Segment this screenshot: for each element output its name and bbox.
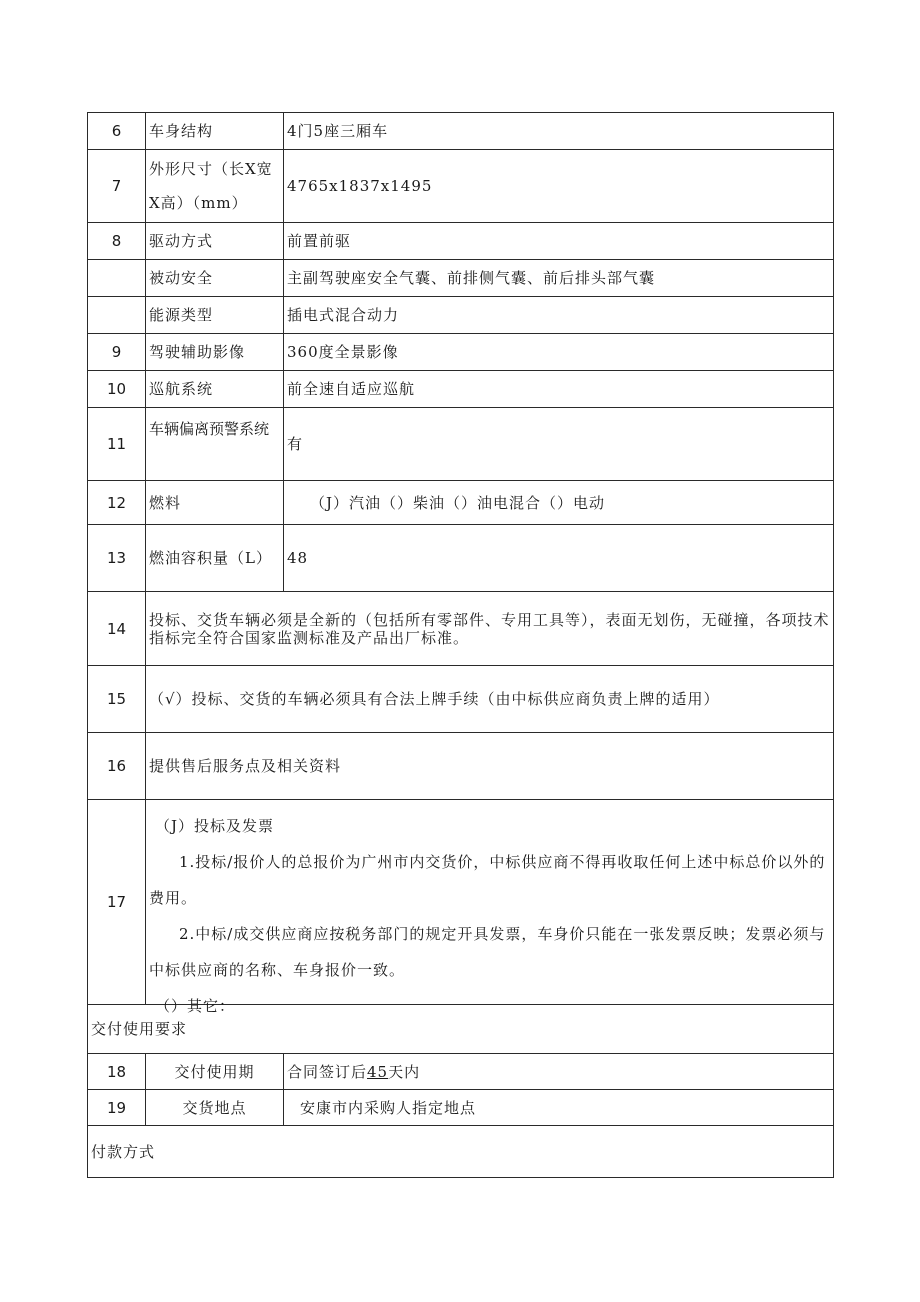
row-number: 13 xyxy=(88,525,146,592)
row-value: （J）汽油（）柴油（）油电混合（）电动 xyxy=(284,481,834,525)
row-number: 14 xyxy=(88,592,146,666)
row-number: 18 xyxy=(88,1054,146,1090)
row-number: 12 xyxy=(88,481,146,525)
row-value: 有 xyxy=(284,408,834,481)
row-label: 交货地点 xyxy=(146,1090,284,1126)
row-number: 6 xyxy=(88,113,146,150)
row-label: 车身结构 xyxy=(146,113,284,150)
row-value: 360度全景影像 xyxy=(284,334,834,371)
row-label: 被动安全 xyxy=(146,260,284,297)
table-row xyxy=(88,297,834,334)
table-row xyxy=(88,408,834,481)
table-row xyxy=(88,113,834,150)
row-value: 48 xyxy=(284,525,834,592)
invoice-heading: （J）投标及发票 xyxy=(155,817,275,835)
row-number xyxy=(88,297,146,334)
row-number: 10 xyxy=(88,371,146,408)
table-row xyxy=(88,260,834,297)
delivery-period-suffix: 天内 xyxy=(388,1062,421,1081)
table-row xyxy=(88,334,834,371)
row-number: 17 xyxy=(88,800,146,1005)
delivery-location-value: 安康市内采购人指定地点 xyxy=(284,1090,834,1126)
row-label: 驱动方式 xyxy=(146,223,284,260)
delivery-period-prefix: 合同签订后 xyxy=(287,1062,368,1081)
invoice-other: （）其它： xyxy=(155,997,236,1015)
row-value: 前全速自适应巡航 xyxy=(284,371,834,408)
row-label: 巡航系统 xyxy=(146,371,284,408)
row-label: 燃油容积量（L） xyxy=(146,525,284,592)
row-label: 驾驶辅助影像 xyxy=(146,334,284,371)
row-value: 4门5座三厢车 xyxy=(284,113,834,150)
row-label: 燃料 xyxy=(146,481,284,525)
row-number: 19 xyxy=(88,1090,146,1126)
table-row xyxy=(88,525,834,592)
invoice-requirements xyxy=(146,800,834,1015)
table-row xyxy=(88,223,834,260)
row-value: 主副驾驶座安全气囊、前排侧气囊、前后排头部气囊 xyxy=(284,260,834,297)
table-row xyxy=(88,150,834,223)
row-number: 9 xyxy=(88,334,146,371)
spec-table xyxy=(87,112,834,1178)
section-delivery-title: 交付使用要求 xyxy=(88,1005,834,1054)
table-row xyxy=(88,592,834,666)
delivery-period-days: 45 xyxy=(367,1062,389,1081)
row-value: 插电式混合动力 xyxy=(284,297,834,334)
row-number xyxy=(88,260,146,297)
table-row xyxy=(88,481,834,525)
invoice-clause-2: 2.中标/成交供应商应按税务部门的规定开具发票，车身价只能在一张发票反映；发票必须与中标供应商的名称、车身报价一致。 xyxy=(149,925,826,979)
row-value: 4765x1837x1495 xyxy=(284,150,834,223)
row-number: 7 xyxy=(88,150,146,223)
table-row xyxy=(88,666,834,733)
row-label: 外形尺寸（长X宽X高）（mm） xyxy=(146,150,284,223)
row-label: 车辆偏离预警系统 xyxy=(146,408,284,481)
requirement-text: （√）投标、交货的车辆必须具有合法上牌手续（由中标供应商负责上牌的适用） xyxy=(146,666,834,733)
row-label: 能源类型 xyxy=(146,297,284,334)
requirement-text: 提供售后服务点及相关资料 xyxy=(146,733,834,800)
row-number: 11 xyxy=(88,408,146,481)
row-number: 16 xyxy=(88,733,146,800)
section-payment-title: 付款方式 xyxy=(88,1126,834,1178)
row-number: 15 xyxy=(88,666,146,733)
table-row xyxy=(88,800,834,1005)
row-label: 交付使用期 xyxy=(146,1054,284,1090)
invoice-clause-1: 1.投标/报价人的总报价为广州市内交货价，中标供应商不得再收取任何上述中标总价以外的费用。 xyxy=(149,853,826,907)
table-row xyxy=(88,1090,834,1126)
table-row xyxy=(88,1054,834,1090)
delivery-period-value xyxy=(284,1054,834,1090)
table-row xyxy=(88,371,834,408)
section-header-row xyxy=(88,1126,834,1178)
table-row xyxy=(88,733,834,800)
requirement-text: 投标、交货车辆必须是全新的（包括所有零部件、专用工具等），表面无划伤，无碰撞，各项技术指标完全符合国家监测标准及产品出厂标准。 xyxy=(146,592,834,666)
row-number: 8 xyxy=(88,223,146,260)
row-value: 前置前驱 xyxy=(284,223,834,260)
